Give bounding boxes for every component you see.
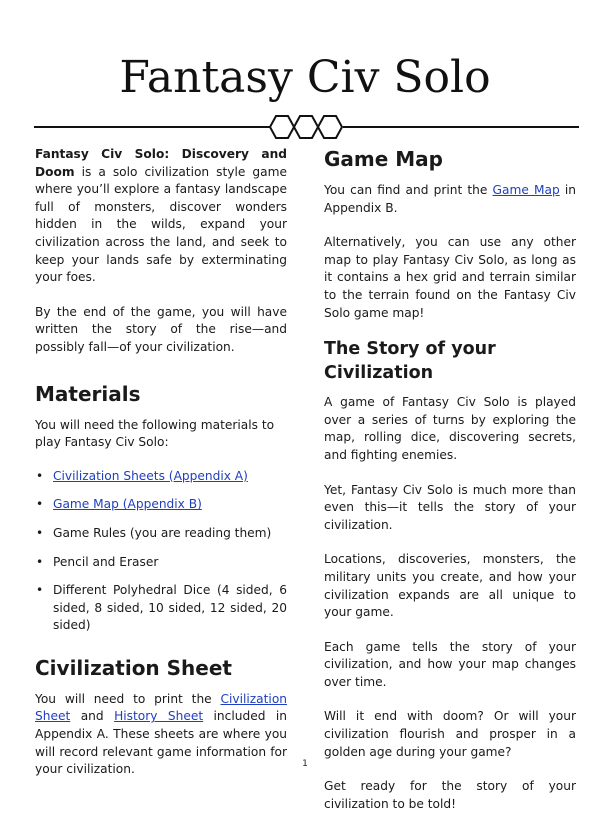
left-column (35, 146, 287, 779)
bullet-icon: • (36, 554, 44, 569)
civilization-sheet-link[interactable]: Civilization Sheet (35, 691, 287, 724)
intro-lead: Fantasy Civ Solo: Discovery and Doom (35, 147, 287, 179)
intro-paragraph (35, 146, 287, 287)
bullet-icon: • (36, 468, 44, 483)
list-item-text: Pencil and Eraser (53, 554, 159, 569)
story-paragraph: Will it end with doom? Or will your civilization flourish and prosper in a golden age during your game? (324, 709, 576, 759)
bullet-icon: • (36, 583, 44, 598)
hex-divider-icon (34, 112, 579, 142)
materials-list (35, 468, 287, 635)
game-map-paragraph-2: Alternatively, you can use any other map to play Fantasy Civ Solo, as long as it contains a hex grid and terrain similar to the terrain found on the Fantasy Civ Solo game map! (324, 235, 576, 320)
intro-paragraph-2: By the end of the game, you will have written the story of the rise—and possibly fall—of your civilization. (35, 304, 287, 354)
story-paragraph: Each game tells the story of your civilization, and how your map changes over time. (324, 639, 576, 689)
right-column (324, 146, 576, 813)
story-paragraph: Yet, Fantasy Civ Solo is much more than even this—it tells the story of your civilization. (324, 482, 576, 532)
materials-heading: Materials (35, 381, 141, 406)
history-sheet-link[interactable]: History Sheet (114, 709, 204, 724)
materials-intro: You will need the following materials to play Fantasy Civ Solo: (35, 417, 275, 450)
list-item (35, 554, 287, 572)
intro-text: is a solo civilization style game where you’ll explore a fantasy landscape full of monsters, discover wonders hidden in the wilds, expand your civilization across the land, and seek to keep your lands safe by exterminating your foes. (35, 164, 287, 285)
list-item-text: Game Rules (you are reading them) (53, 525, 272, 540)
text-span: included in Appendix A. These sheets are where you will record relevant game information for your civilization. (35, 709, 287, 777)
list-item (35, 525, 287, 543)
story-paragraph: Locations, discoveries, monsters, the military units you create, and how your civilization expands are all unique to your game. (324, 552, 576, 620)
list-item (35, 582, 287, 635)
story-paragraph: A game of Fantasy Civ Solo is played over a series of turns by exploring the map, rolling dice, discovering secrets, and fighting enemies. (324, 395, 576, 462)
game-map-link[interactable]: Game Map (492, 183, 560, 197)
page-title: Fantasy Civ Solo (119, 52, 491, 103)
text-span: You can find and print the (324, 183, 493, 197)
story-heading: The Story of your Civilization (324, 339, 496, 384)
game-map-heading: Game Map (324, 147, 443, 171)
text-span: You will need to print the (35, 691, 221, 706)
text-span: and (70, 709, 115, 724)
bullet-icon: • (36, 525, 44, 540)
list-item-text: Different Polyhedral Dice (4 sided, 6 sided, 8 sided, 10 sided, 12 sided, 20 sided) (53, 583, 287, 633)
civilization-sheet-heading: Civilization Sheet (35, 655, 232, 680)
story-paragraph: Get ready for the story of your civilization to be told! (324, 779, 576, 811)
list-item (35, 468, 287, 486)
bullet-icon: • (36, 497, 44, 512)
civilization-sheets-link[interactable]: Civilization Sheets (Appendix A) (53, 468, 248, 483)
game-map-link[interactable]: Game Map (Appendix B) (53, 497, 202, 512)
game-map-paragraph (324, 182, 576, 217)
list-item (35, 496, 287, 514)
title-divider (34, 112, 579, 142)
page-number: 1 (302, 759, 308, 769)
text-span: in Appendix B. (324, 183, 576, 215)
